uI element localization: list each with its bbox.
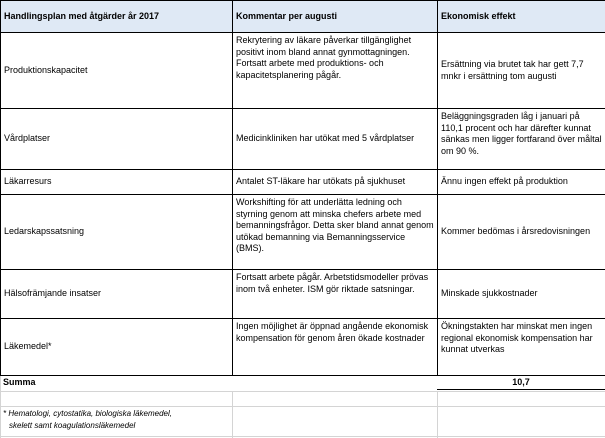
- summary-value[interactable]: 10,7: [437, 376, 605, 390]
- table-row: [0, 270, 605, 319]
- effect-cell[interactable]: Kommer bedömas i årsredovisningen: [437, 195, 605, 270]
- table-row: [0, 170, 605, 195]
- table-row: [0, 319, 605, 376]
- action-cell[interactable]: Läkarresurs: [0, 170, 232, 195]
- action-cell[interactable]: Ledarskapssatsning: [0, 195, 232, 270]
- grid-line: [0, 391, 605, 392]
- action-cell[interactable]: Produktionskapacitet: [0, 33, 232, 109]
- effect-cell[interactable]: Ännu ingen effekt på produktion: [437, 170, 605, 195]
- grid-line: [0, 406, 605, 407]
- footnote-line-2[interactable]: skelett samt koagulationsläkemedel: [9, 421, 136, 430]
- table-row: [0, 33, 605, 109]
- effect-cell[interactable]: Ökningstakten har minskat men ingen regional ekonomisk kompensation har kunnat utverkas: [437, 319, 605, 376]
- action-cell[interactable]: Läkemedel*: [0, 319, 232, 376]
- summary-label[interactable]: Summa: [3, 377, 36, 388]
- comment-cell[interactable]: Rekrytering av läkare påverkar tillgänglighet positivt inom bland annat gynmottagningen. Fortsatt arbete med produktions- och kapacitetsplanering pågår.: [232, 33, 437, 109]
- footnote-line-1[interactable]: * Hematologi, cytostatika, biologiska läkemedel,: [3, 409, 172, 418]
- comment-cell[interactable]: Medicinkliniken har utökat med 5 vårdplatser: [232, 109, 437, 170]
- summary-empty-cell[interactable]: [232, 376, 437, 390]
- header-action[interactable]: Handlingsplan med åtgärder år 2017: [0, 0, 232, 33]
- grid-line: [0, 436, 605, 437]
- table-header-row: [0, 0, 605, 33]
- header-effect[interactable]: Ekonomisk effekt: [437, 0, 605, 33]
- comment-cell[interactable]: Workshifting för att underlätta ledning och styrning genom att minska chefers arbete med bemanningsfrågor. Detta sker bland annat genom utökad bemanning via Bemanningsservice (BMS).: [232, 195, 437, 270]
- table-row: [0, 195, 605, 270]
- header-comment[interactable]: Kommentar per augusti: [232, 0, 437, 33]
- comment-cell[interactable]: Antalet ST-läkare har utökats på sjukhuset: [232, 170, 437, 195]
- effect-cell[interactable]: Minskade sjukkostnader: [437, 270, 605, 319]
- action-cell[interactable]: Vårdplatser: [0, 109, 232, 170]
- effect-cell[interactable]: Ersättning via brutet tak har gett 7,7 mnkr i ersättning tom augusti: [437, 33, 605, 109]
- comment-cell[interactable]: Ingen möjlighet är öppnad angående ekonomisk kompensation för genom åren ökade kostnader: [232, 319, 437, 376]
- summary-row: [0, 376, 605, 390]
- comment-cell[interactable]: Fortsatt arbete pågår. Arbetstidsmodeller prövas inom två enheter. ISM gör riktade satsningar.: [232, 270, 437, 319]
- footnote: [3, 408, 233, 432]
- grid-line: [437, 391, 438, 438]
- table-row: [0, 109, 605, 170]
- action-cell[interactable]: Hälsofrämjande insatser: [0, 270, 232, 319]
- effect-cell[interactable]: Beläggningsgraden låg i januari på 110,1 procent och har därefter kunnat sänkas men ligger fortfarand över måltal om 90 %.: [437, 109, 605, 170]
- grid-line: [0, 376, 1, 438]
